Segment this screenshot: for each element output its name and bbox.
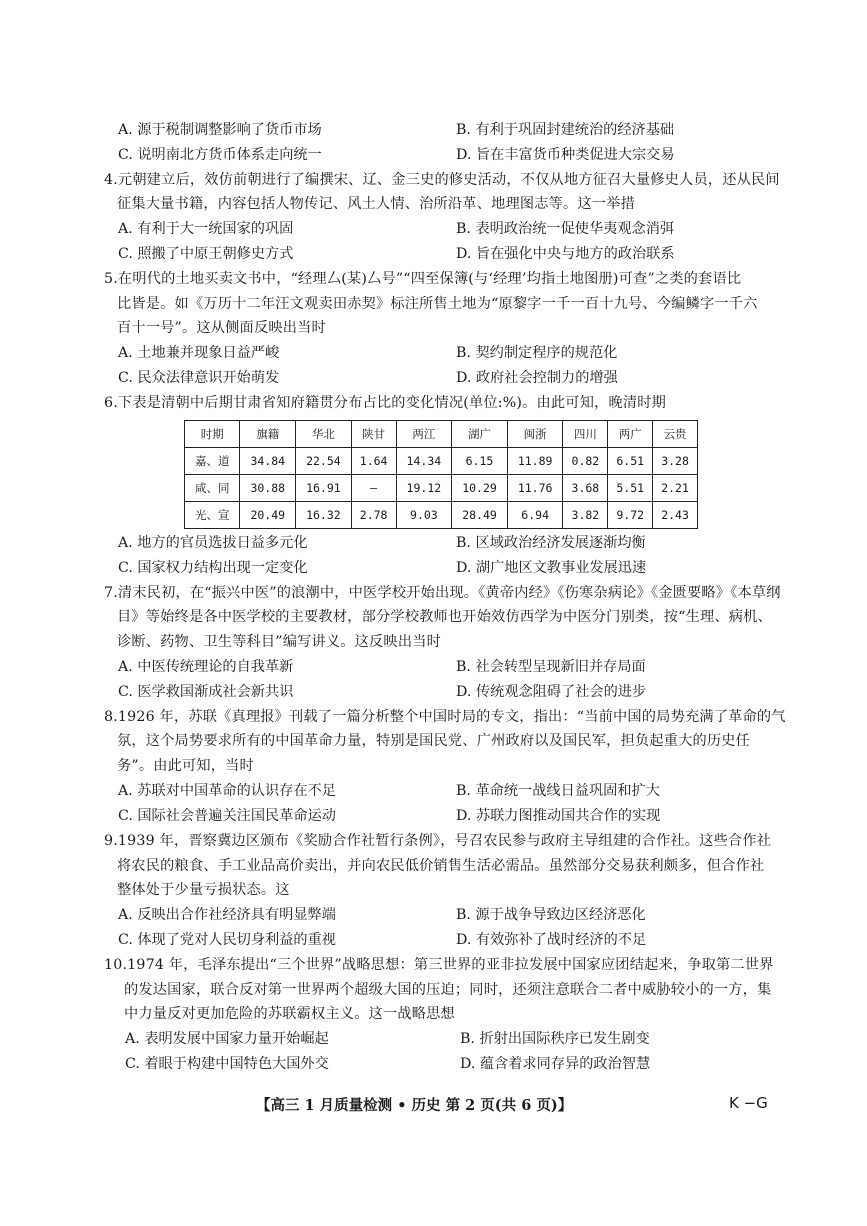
table-cell: 19.12 <box>396 475 452 502</box>
q3-option-b: B. 有利于巩固封建统治的经济基础 <box>456 122 675 138</box>
table-header-cell: 闽浙 <box>507 421 563 448</box>
table-cell: 11.89 <box>507 448 563 475</box>
q5-stem-line-1: 5.在明代的土地买卖文书中，“经理厶(某)厶号”“四至保簿(与‘经理’均指土地图册)可查”之类的套语比 <box>104 271 742 287</box>
table-cell: 光、宣 <box>185 502 240 529</box>
q4-option-b: B. 表明政治统一促使华夷观念消弭 <box>456 221 675 237</box>
table-header-cell: 两江 <box>396 421 452 448</box>
table-row <box>185 475 698 502</box>
table-cell: 20.49 <box>240 502 296 529</box>
table-cell: 6.94 <box>507 502 563 529</box>
q7-option-a: A. 中医传统理论的自我革新 <box>118 659 294 675</box>
q9-stem-line-3: 整体处于少量亏损状态。这 <box>117 882 290 898</box>
q6-stem-line-1: 6.下表是清朝中后期甘肃省知府籍贯分布占比的变化情况(单位:%)。由此可知，晚清时期 <box>104 395 667 411</box>
table-cell: 3.28 <box>653 448 698 475</box>
table-cell: 2.78 <box>351 502 396 529</box>
table-cell: 咸、同 <box>185 475 240 502</box>
table-cell: — <box>351 475 396 502</box>
table-cell: 5.51 <box>608 475 653 502</box>
table-header-cell: 旗籍 <box>240 421 296 448</box>
q10-option-b: B. 折射出国际秩序已发生剧变 <box>460 1031 650 1047</box>
q7-stem-line-3: 诊断、药物、卫生等科目”编写讲义。这反映出当时 <box>117 634 441 650</box>
table-cell: 28.49 <box>452 502 508 529</box>
q7-option-d: D. 传统观念阻碍了社会的进步 <box>456 684 647 700</box>
page-footer: 【高三 1 月质量检测 • 历史 第 2 页(共 6 页)】 <box>256 1097 573 1114</box>
table-cell: 1.64 <box>351 448 396 475</box>
table-cell: 3.68 <box>563 475 608 502</box>
table-cell: 16.32 <box>296 502 352 529</box>
table-cell: 6.51 <box>608 448 653 475</box>
q9-option-c: C. 体现了党对人民切身利益的重视 <box>118 932 336 948</box>
q6-option-d: D. 湖广地区文教事业发展迅速 <box>456 560 647 576</box>
q8-option-a: A. 苏联对中国革命的认识存在不足 <box>118 783 336 799</box>
table-cell: 9.03 <box>396 502 452 529</box>
q4-option-d: D. 旨在强化中央与地方的政治联系 <box>456 246 675 262</box>
q8-stem-line-3: 务”。由此可知，当时 <box>117 758 254 774</box>
q8-option-b: B. 革命统一战线日益巩固和扩大 <box>456 783 660 799</box>
q10-stem-line-3: 中力量反对更加危险的苏联霸权主义。这一战略思想 <box>124 1006 455 1022</box>
table-row <box>185 502 698 529</box>
table-cell: 嘉、道 <box>185 448 240 475</box>
q5-option-c: C. 民众法律意识开始萌发 <box>118 370 280 386</box>
q5-option-d: D. 政府社会控制力的增强 <box>456 370 618 386</box>
table-header-cell: 两广 <box>608 421 653 448</box>
q3-option-a: A. 源于税制调整影响了货币市场 <box>118 122 322 138</box>
table-cell: 30.88 <box>240 475 296 502</box>
table-cell: 14.34 <box>396 448 452 475</box>
q5-option-a: A. 土地兼并现象日益严峻 <box>118 345 280 361</box>
q8-stem-line-2: 氛，这个局势要求所有的中国革命力量，特别是国民党、广州政府以及国民军，担负起重大的历史任 <box>117 733 751 749</box>
table-header-cell: 云贵 <box>653 421 698 448</box>
table-cell: 34.84 <box>240 448 296 475</box>
q5-stem-line-3: 百十一号”。这从侧面反映出当时 <box>117 320 326 336</box>
table-header-cell: 四川 <box>563 421 608 448</box>
table-header-cell: 华北 <box>296 421 352 448</box>
q4-option-c: C. 照搬了中原王朝修史方式 <box>118 246 294 262</box>
q5-stem-line-2: 比皆是。如《万历十二年汪文观卖田赤契》标注所售土地为“原黎字一千一百十九号、今编鳞字一千六 <box>117 296 758 312</box>
q10-stem-line-2: 的发达国家，联合反对第一世界两个超级大国的压迫；同时，还须注意联合二者中威胁较小的一方，集 <box>124 982 772 998</box>
q4-stem-line-1: 4.元朝建立后，效仿前朝进行了编撰宋、辽、金三史的修史活动，不仅从地方征召大量修史人员，还从民间 <box>104 172 780 188</box>
q8-stem-line-1: 8.1926 年，苏联《真理报》刊载了一篇分析整个中国时局的专文，指出：“当前中国的局势充满了革命的气 <box>104 709 786 725</box>
table-row <box>185 448 698 475</box>
table-header-cell: 时期 <box>185 421 240 448</box>
q10-option-c: C. 着眼于构建中国特色大国外交 <box>125 1056 329 1072</box>
table-cell: 6.15 <box>452 448 508 475</box>
table-cell: 0.82 <box>563 448 608 475</box>
q6-data-table <box>184 420 698 529</box>
q7-option-b: B. 社会转型呈现新旧并存局面 <box>456 659 646 675</box>
q4-stem-line-2: 征集大量书籍，内容包括人物传记、风土人情、治所沿革、地理图志等。这一举措 <box>117 196 635 212</box>
table-header-cell: 陕甘 <box>351 421 396 448</box>
q4-option-a: A. 有利于大一统国家的巩固 <box>118 221 294 237</box>
paper-code: K −G <box>729 1094 768 1112</box>
table-header-row <box>185 421 698 448</box>
table-cell: 10.29 <box>452 475 508 502</box>
table-cell: 2.21 <box>653 475 698 502</box>
q6-option-c: C. 国家权力结构出现一定变化 <box>118 560 308 576</box>
q9-stem-line-1: 9.1939 年，晋察冀边区颁布《奖励合作社暂行条例》，号召农民参与政府主导组建的合作社。这些合作社 <box>104 833 772 849</box>
table-cell: 11.76 <box>507 475 563 502</box>
q5-option-b: B. 契约制定程序的规范化 <box>456 345 618 361</box>
table-cell: 2.43 <box>653 502 698 529</box>
table-cell: 22.54 <box>296 448 352 475</box>
q7-option-c: C. 医学救国渐成社会新共识 <box>118 684 294 700</box>
q8-option-d: D. 苏联力图推动国共合作的实现 <box>456 808 661 824</box>
table-header-cell: 湖广 <box>452 421 508 448</box>
q7-stem-line-2: 目》等始终是各中医学校的主要教材，部分学校教师也开始效仿西学为中医分门别类，按“生理、病机、 <box>117 609 772 625</box>
q3-option-c: C. 说明南北方货币体系走向统一 <box>118 147 322 163</box>
q9-option-b: B. 源于战争导致边区经济恶化 <box>456 907 646 923</box>
q7-stem-line-1: 7.清末民初，在“振兴中医”的浪潮中，中医学校开始出现。《黄帝内经》《伤寒杂病论》《金匮要略》《本草纲 <box>104 585 781 601</box>
q6-option-a: A. 地方的官员选拔日益多元化 <box>118 535 308 551</box>
table-cell: 9.72 <box>608 502 653 529</box>
q9-option-a: A. 反映出合作社经济具有明显弊端 <box>118 907 336 923</box>
q8-option-c: C. 国际社会普遍关注国民革命运动 <box>118 808 336 824</box>
q10-option-d: D. 蕴含着求同存异的政治智慧 <box>460 1056 651 1072</box>
q6-option-b: B. 区域政治经济发展逐渐均衡 <box>456 535 646 551</box>
q3-option-d: D. 旨在丰富货币种类促进大宗交易 <box>456 147 675 163</box>
q10-option-a: A. 表明发展中国家力量开始崛起 <box>125 1031 329 1047</box>
q9-stem-line-2: 将农民的粮食、手工业品高价卖出，并向农民低价销售生活必需品。虽然部分交易获利颇多，但合作社 <box>117 858 765 874</box>
q10-stem-line-1: 10.1974 年，毛泽东提出“三个世界”战略思想：第三世界的亚非拉发展中国家应团结起来，争取第二世界 <box>104 957 774 973</box>
table-cell: 3.82 <box>563 502 608 529</box>
q9-option-d: D. 有效弥补了战时经济的不足 <box>456 932 647 948</box>
table-cell: 16.91 <box>296 475 352 502</box>
